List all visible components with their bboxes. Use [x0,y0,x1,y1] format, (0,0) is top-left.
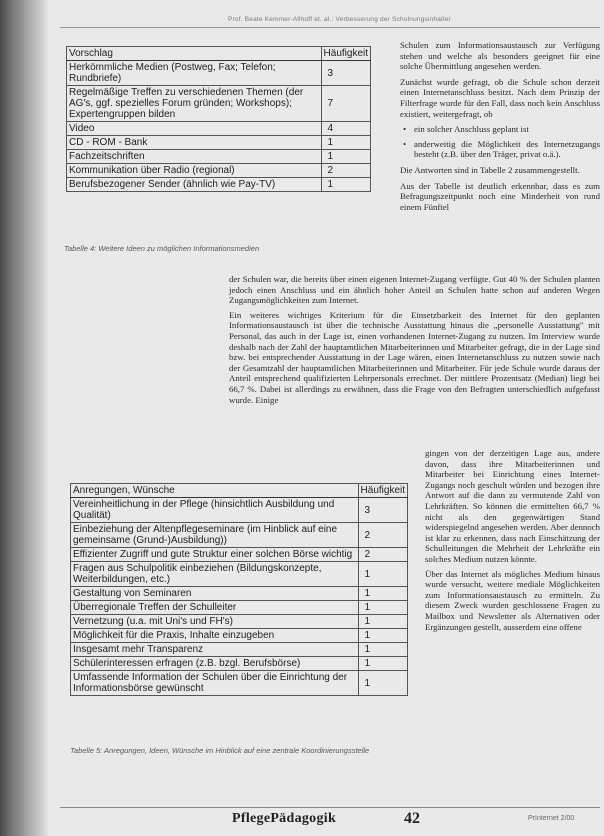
table-4-caption: Tabelle 4: Weitere Ideen zu möglichen Informationsmedien [64,244,260,253]
paragraph: Aus der Tabelle ist deutlich erkennbar, dass es zum Befragungszeitpunkt noch eine Minderheit von rund einem Fünftel [400,180,600,212]
row-value: 2 [358,548,407,562]
table-header-row [67,47,371,61]
table-row [71,548,408,562]
row-value: 1 [321,150,370,164]
running-header: Prof. Beate Kemmer-Allhoff et. al.: Verbesserung der Schulnungsinhalter [228,16,451,23]
row-value: 1 [358,587,407,601]
row-label: Gestaltung von Seminaren [71,587,359,601]
table-row [71,657,408,671]
row-label: Fragen aus Schulpolitik einbeziehen (Bildungskonzepte, Weiterbildungen, etc.) [71,562,359,587]
row-value: 1 [358,615,407,629]
column-header-anregungen: Anregungen, Wünsche [71,484,359,498]
row-value: 2 [321,164,370,178]
bullet-list [400,124,600,160]
table-5-caption: Tabelle 5: Anregungen, Ideen, Wünsche im Hinblick auf eine zentrale Koordinierungsstelle [70,746,370,755]
row-value: 1 [358,657,407,671]
footer-rule [60,807,600,808]
column-header-vorschlag: Vorschlag [67,47,322,61]
row-value: 4 [321,122,370,136]
row-label: Schülerinteressen erfragen (z.B. bzgl. Berufsbörse) [71,657,359,671]
row-label: CD - ROM - Bank [67,136,322,150]
table-row [71,562,408,587]
row-label: Fachzeitschriften [67,150,322,164]
table-row [71,615,408,629]
scan-binding-shadow [0,0,48,836]
row-value: 1 [358,643,407,657]
right-column-text [400,40,600,217]
table-4 [66,46,371,192]
table-row [71,587,408,601]
table-row [67,164,371,178]
paragraph: der Schulen war, die bereits über einen eigenen Internet-Zugang verfügte. Gut 40 % der Schulen planten jedoch einen Anschluss und ein ähnlich hoher Anteil an Schulen hatte schon auf anderen Wegen Zugangsmöglichkeiten zum Internet. [229,274,600,306]
row-value: 1 [321,136,370,150]
row-label: Überregionale Treffen der Schulleiter [71,601,359,615]
row-value: 1 [321,178,370,192]
table-row [71,643,408,657]
table-row [71,629,408,643]
row-value: 3 [358,498,407,523]
row-label: Effizienter Zugriff und gute Struktur einer solchen Börse wichtig [71,548,359,562]
column-header-haeufigkeit: Häufigkeit [358,484,407,498]
row-value: 2 [358,523,407,548]
row-label: Vernetzung (u.a. mit Uni's und FH's) [71,615,359,629]
paragraph: Über das Internet als mögliches Medium hinaus wurde versucht, weitere mediale Möglichkeiten zum Informationsaustausch zu ermitteln. Zu diesem Zweck wurden geschlossene Fragen zu Mailbox und Newsletter als Alternativen oder Ergänzungen gestellt, ausserdem eine offene [425,568,600,632]
page-number: 42 [404,810,420,827]
paragraph: gingen von der derzeitigen Lage aus, andere davon, dass ihre Mitarbeiterinnen und Mitarbeiter bei Einrichtung eines Internet-Zugangs noch geschult würden und bezogen ihre Antwort auf die dann zu vermutende Zahl von Lehrkräften. So können die ermittelten 66,7 % nicht als den gegenwärtigen Stand widerspiegelnd angesehen werden. Aber dennoch ist klar zu erkennen, dass nach Einschätzung der Schulleitungen die Mehrheit der Lehrkräfte ein solches Medium nutzen könnte. [425,448,600,564]
table-row [67,178,371,192]
row-label: Kommunikation über Radio (regional) [67,164,322,178]
table-row [67,150,371,164]
row-label: Regelmäßige Treffen zu verschiedenen Themen (der AG's, ggf. spezielles Forum gründen; Workshops); Expertengruppen bilden [67,86,322,122]
row-value: 1 [358,629,407,643]
row-label: Einbeziehung der Altenpflegeseminare (im Hinblick auf eine gemeinsame (Grund-)Ausbildung)) [71,523,359,548]
paragraph: Schulen zum Informationsaustausch zur Verfügung stehen und welche als besonders geeignet für eine solche Übermittlung angesehen werden. [400,40,600,72]
wide-column-text [229,274,600,409]
row-value: 1 [358,601,407,615]
right-column-lower-text [425,448,600,636]
table-header-row [71,484,408,498]
column-header-haeufigkeit: Häufigkeit [321,47,370,61]
journal-brand: PflegePädagogik [232,811,337,826]
header-rule [60,27,600,28]
table-row [71,523,408,548]
table-5 [70,483,408,696]
row-value: 1 [358,562,407,587]
issue-label: PrInternet 2/00 [528,815,575,822]
paragraph: Ein weiteres wichtiges Kriterium für die Einsetzbarkeit des Internet für den geplanten Informationsaustausch ist über die technische Ausstattung hinaus die „personelle Ausstattung" mit Personal, das auch in der Lage ist, einen vorhandenen Internet-Zugang zu nutzen. Im Interview wurde deshalb nach der Zahl der hauptamtlichen Mitarbeiterinnen und Mitarbeiter gefragt, die in der Lage sind bzw. bei entsprechender Ausstattung in der Lage wären, einen Internetanschluss zu nutzen sowie nach der Gesamtzahl der hauptamtlichen Mitarbeiterinnen und Mitarbeiter. Für jede Schule wurde daraus der Anteil entsprechend qualifizierten Lehrpersonals errechnet. Der mittlere Prozentsatz (Median) liegt bei 66,7 %. Dabei ist allerdings zu erwähnen, dass die Frage von den Befragten unterschiedlich aufgefasst wurde. Einige [229,309,600,405]
row-label: Insgesamt mehr Transparenz [71,643,359,657]
list-item: • anderweitig die Möglichkeit des Internetzugangs besteht (z.B. über den Träger, privat o.ä.). [414,139,600,160]
row-label: Berufsbezogener Sender (ähnlich wie Pay-TV) [67,178,322,192]
row-label: Herkömmliche Medien (Postweg, Fax; Telefon; Rundbriefe) [67,61,322,86]
row-value: 7 [321,86,370,122]
row-value: 3 [321,61,370,86]
row-label: Vereinheitlichung in der Pflege (hinsichtlich Ausbildung und Qualität) [71,498,359,523]
table-row [71,498,408,523]
table-row [71,671,408,696]
table-row [67,122,371,136]
row-value: 1 [358,671,407,696]
table-row [67,61,371,86]
table-row [67,136,371,150]
paragraph: Die Antworten sind in Tabelle 2 zusammengestellt. [400,164,580,175]
table-row [67,86,371,122]
row-label: Video [67,122,322,136]
row-label: Umfassende Information der Schulen über die Einrichtung der Informationsbörse gewünscht [71,671,359,696]
row-label: Möglichkeit für die Praxis, Inhalte einzugeben [71,629,359,643]
paragraph: Zunächst wurde gefragt, ob die Schule schon derzeit einen Internetanschluss besitzt. Nach dem Prinzip der Filterfrage wurde für den Fall, dass noch kein Anschluss existiert, weitergefragt, ob [400,76,600,119]
list-item: • ein solcher Anschluss geplant ist [414,124,600,135]
table-row [71,601,408,615]
